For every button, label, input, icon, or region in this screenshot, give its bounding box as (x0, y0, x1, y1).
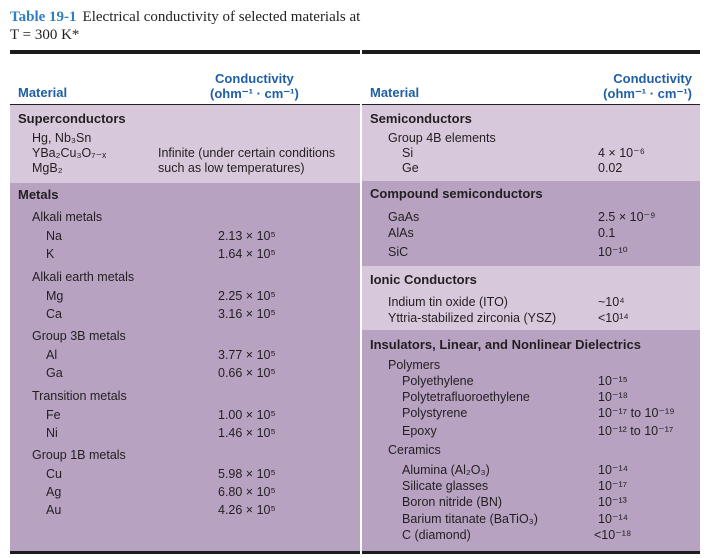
right-table-panel (362, 50, 700, 554)
material-name: GaAs (388, 210, 420, 224)
conductivity-value: 10⁻¹⁷ (598, 479, 628, 493)
right-header-row (362, 54, 700, 105)
conductivity-value: 4 × 10⁻⁶ (598, 146, 645, 160)
material-name: Ag (46, 485, 62, 499)
semiconductors-section (362, 105, 700, 181)
material-name: Cu (46, 467, 62, 481)
conductivity-value: 1.00 × 10⁵ (218, 408, 276, 422)
table-number: Table 19-1 (10, 9, 77, 25)
group-name: Alkali metals (32, 210, 103, 224)
conductivity-value: 3.77 × 10⁵ (218, 348, 276, 362)
material-header: Material (18, 85, 68, 100)
section-title: Semiconductors (370, 111, 472, 126)
material-name: K (46, 247, 55, 261)
conductivity-value: 2.5 × 10⁻⁹ (598, 210, 656, 224)
material-name: Fe (46, 408, 61, 422)
material-name: MgB₂ (32, 161, 63, 175)
material-name: Ca (46, 307, 62, 321)
conductivity-value: such as low temperatures) (158, 161, 305, 175)
conductivity-header-title: Conductivity (215, 71, 294, 86)
section-title: Ionic Conductors (370, 272, 477, 287)
conductivity-value: 1.64 × 10⁵ (218, 247, 276, 261)
conductivity-value: 10⁻¹⁰ (598, 245, 628, 259)
conductivity-value: ~10⁴ (598, 295, 625, 309)
left-header-row (10, 54, 360, 105)
ionic-conductors-section (362, 266, 700, 330)
material-name: Boron nitride (BN) (402, 495, 503, 509)
material-name: Polyethylene (402, 374, 474, 388)
metals-section (10, 183, 360, 551)
insulators-section (362, 330, 700, 551)
group-name: Transition metals (32, 389, 127, 403)
left-table-panel (10, 50, 360, 554)
table-caption (10, 8, 370, 44)
material-name: Au (46, 503, 62, 517)
conductivity-value: 10⁻¹⁴ (598, 463, 629, 477)
material-name: Barium titanate (BaTiO₃) (402, 512, 538, 526)
conductivity-value: 10⁻¹² to 10⁻¹⁷ (598, 424, 674, 438)
conductivity-header (603, 71, 692, 101)
conductivity-value: 5.98 × 10⁵ (218, 467, 276, 481)
compound-semiconductors-section (362, 181, 700, 266)
material-name: Al (46, 348, 58, 362)
group-name: Group 3B metals (32, 329, 126, 343)
group-name: Polymers (388, 358, 441, 372)
material-name: Polystyrene (402, 406, 468, 420)
conductivity-value: 0.02 (598, 161, 623, 175)
group-name: Alkali earth metals (32, 270, 135, 284)
conductivity-value: 0.1 (598, 226, 616, 240)
conductivity-value: 10⁻¹⁵ (598, 374, 628, 388)
group-name: Ceramics (388, 443, 441, 457)
conductivity-value: 10⁻¹⁸ (598, 390, 628, 404)
material-name: Ge (402, 161, 419, 175)
conductivity-value: 10⁻¹⁷ to 10⁻¹⁹ (598, 406, 675, 420)
conductivity-value: Infinite (under certain conditions (158, 146, 336, 160)
section-title: Metals (18, 187, 59, 202)
material-name: AlAs (388, 226, 414, 240)
conductivity-value: 10⁻¹³ (598, 495, 627, 509)
material-name: YBa₂Cu₃O₇₋ₓ (32, 146, 107, 160)
material-name: Ga (46, 366, 63, 380)
superconductors-section (10, 105, 360, 183)
material-name: C (diamond) (402, 528, 471, 542)
conductivity-value: 10⁻¹⁴ (598, 512, 629, 526)
material-name: Si (402, 146, 414, 160)
conductivity-value: 3.16 × 10⁵ (218, 307, 276, 321)
material-name: Alumina (Al₂O₃) (402, 463, 490, 477)
conductivity-header-units: (ohm⁻¹ · cm⁻¹) (210, 86, 299, 101)
conductivity-value: 0.66 × 10⁵ (218, 366, 276, 380)
conductivity-value: 2.25 × 10⁵ (218, 289, 276, 303)
conductivity-header-title: Conductivity (613, 71, 692, 86)
section-title: Superconductors (18, 111, 126, 126)
material-name: Yttria-stabilized zirconia (YSZ) (388, 311, 557, 325)
material-name: Epoxy (402, 424, 437, 438)
group-name: Group 4B elements (388, 131, 496, 145)
material-name: Polytetrafluoroethylene (402, 390, 530, 404)
material-name: Hg, Nb₃Sn (32, 131, 92, 145)
material-name: Mg (46, 289, 64, 303)
conductivity-header (210, 71, 299, 101)
conductivity-value: <10⁻¹⁸ (594, 528, 632, 542)
section-title: Compound semiconductors (370, 186, 543, 201)
material-name: Ni (46, 426, 58, 440)
group-name: Group 1B metals (32, 448, 126, 462)
material-header: Material (370, 85, 420, 100)
conductivity-value: 4.26 × 10⁵ (218, 503, 276, 517)
material-name: Silicate glasses (402, 479, 489, 493)
conductivity-value: 1.46 × 10⁵ (218, 426, 276, 440)
conductivity-value: 2.13 × 10⁵ (218, 229, 276, 243)
table-title: Electrical conductivity of selected materials at T = 300 K* (10, 9, 361, 43)
material-name: Na (46, 229, 62, 243)
section-title: Insulators, Linear, and Nonlinear Dielectrics (370, 337, 641, 352)
conductivity-value: 6.80 × 10⁵ (218, 485, 276, 499)
material-name: SiC (388, 245, 409, 259)
material-name: Indium tin oxide (ITO) (388, 295, 508, 309)
conductivity-header-units: (ohm⁻¹ · cm⁻¹) (603, 86, 692, 101)
conductivity-value: <10¹⁴ (598, 311, 629, 325)
